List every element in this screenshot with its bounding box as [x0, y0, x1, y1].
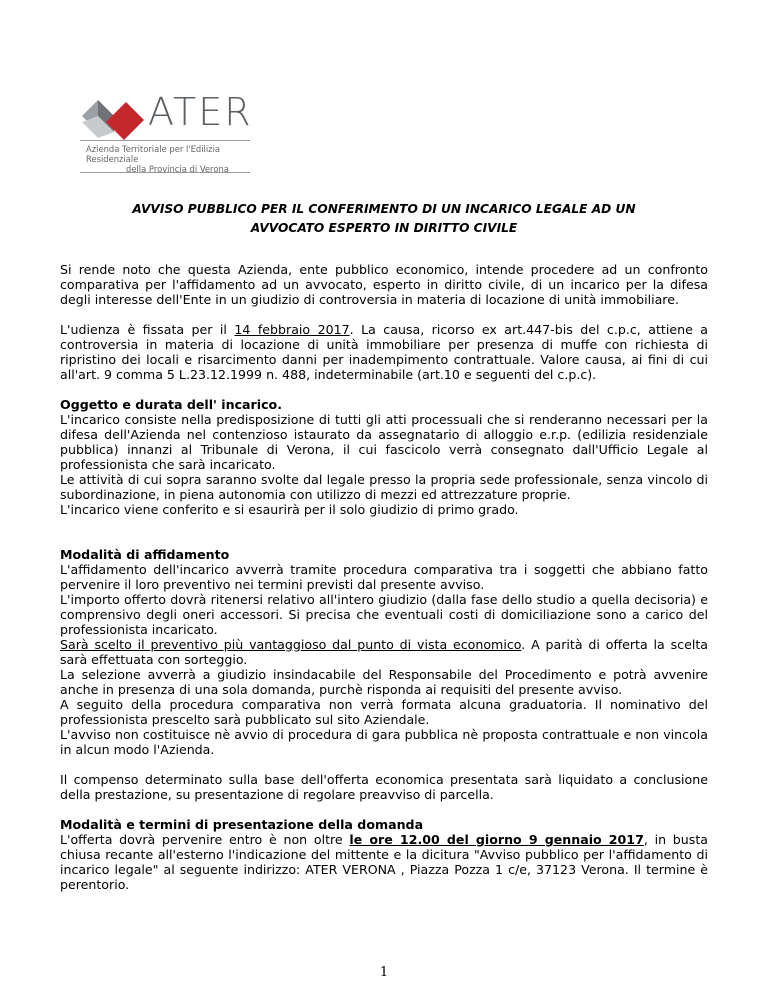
- section-text: . A parità di offerta la scelta sarà effettuata con sorteggio.: [60, 637, 708, 667]
- logo-subtitle-line2: della Provincia di Verona: [126, 164, 229, 174]
- section-text: A seguito della procedura comparativa non verrà formata alcuna graduatoria. Il nominativo del professionista prescelto sarà pubblicato sul sito Aziendale.: [60, 697, 708, 727]
- compenso-paragraph: Il compenso determinato sulla base dell'offerta economica presentata sarà liquidato a conclusione della prestazione, su presentazione di regolare preavviso di parcella.: [60, 772, 708, 802]
- section-text: L'offerta dovrà pervenire entro è non oltre: [60, 832, 350, 847]
- section-modalita-affidamento: [60, 547, 708, 757]
- section-text: L'avviso non costituisce nè avvio di procedura di gara pubblica nè proposta contrattuale e non vincola in alcun modo l'Azienda.: [60, 727, 708, 757]
- document-title: [60, 200, 708, 238]
- section-heading: Oggetto e durata dell' incarico.: [60, 397, 282, 412]
- section-text: L'importo offerto dovrà ritenersi relativo all'intero giudizio (dalla fase dello studio a quella decisoria) e comprensivo degli oneri accessori. Si precisa che eventuali costi di domiciliazione sono a carico del professionista incaricato.: [60, 592, 708, 637]
- section-termini: [60, 817, 708, 892]
- section-text: L'incarico consiste nella predisposizione di tutti gli atti processuali che si renderanno necessari per la difesa dell'Azienda nel contenzioso istaurato da assegnatario di alloggio e.r.p. (edilizia residenziale pubblica) innanzi al Tribunale di Verona, il cui fascicolo verrà consegnato dall'Ufficio Legale al professionista che sarà incaricato.: [60, 412, 708, 472]
- section-text-underlined: Sarà scelto il preventivo più vantaggioso dal punto di vista economico: [60, 637, 522, 652]
- title-line1: AVVISO PUBBLICO PER IL CONFERIMENTO DI UN INCARICO LEGALE AD UN: [132, 202, 636, 216]
- logo-divider-bottom: [80, 172, 250, 173]
- section-text: La selezione avverrà a giudizio insindacabile del Responsabile del Procedimento e potrà avvenire anche in presenza di una sola domanda, purchè risponda ai requisiti del presente avviso.: [60, 667, 708, 697]
- document-body: [60, 262, 708, 907]
- page-number: 1: [379, 965, 389, 980]
- logo-subtitle-line1: Azienda Territoriale per l'Edilizia Residenziale: [86, 144, 221, 164]
- section-text: , in busta chiusa recante all'esterno l'indicazione del mittente e la dicitura "Avviso pubblico per l'affidamento di incarico legale" al seguente indirizzo: ATER VERONA , Piazza Pozza 1 c/e, 37123 Verona. Il termine è perentorio.: [60, 832, 709, 892]
- hearing-paragraph: [60, 322, 708, 382]
- section-oggetto: [60, 397, 708, 517]
- logo-brand: ATER: [148, 90, 253, 134]
- hearing-text-b: . La causa, ricorso ex art.447-bis del c.p.c, attiene a controversia in materia di locazione di unità immobiliare per presenza di muffe con richiesta di ripristino dei locali e risarcimento danni per inadempimento contrattuale. Valore causa, ai fini di cui all'art. 9 comma 5 L.23.12.1999 n. 488, indeterminabile (art.10 e seguenti del c.p.c).: [60, 322, 708, 382]
- section-text: Le attività di cui sopra saranno svolte dal legale presso la propria sede professionale, senza vincolo di subordinazione, in piena autonomia con utilizzo di mezzi ed attrezzature proprie.: [60, 472, 708, 502]
- section-text: L'affidamento dell'incarico avverrà tramite procedura comparativa tra i soggetti che abbiano fatto pervenire il loro preventivo nei termini previsti dal presente avviso.: [60, 562, 708, 592]
- logo-divider: [80, 140, 250, 141]
- section-heading: Modalità e termini di presentazione della domanda: [60, 817, 424, 832]
- section-heading: Modalità di affidamento: [60, 547, 230, 562]
- ater-logo: [80, 92, 260, 182]
- hearing-date: 14 febbraio 2017: [234, 322, 350, 337]
- intro-paragraph: Si rende noto che questa Azienda, ente pubblico economico, intende procedere ad un confronto comparativa per l'affidamento ad un avvocato, esperto in diritto civile, di un incarico per la difesa degli interesse dell'Ente in un giudizio di controversia in materia di locazione di unità immobiliare.: [60, 262, 708, 307]
- ater-logo-mark-icon: [80, 92, 146, 142]
- section-text: L'incarico viene conferito e si esaurirà per il solo giudizio di primo grado.: [60, 502, 519, 517]
- hearing-text-a: L'udienza è fissata per il: [60, 322, 235, 337]
- title-line2: AVVOCATO ESPERTO IN DIRITTO CIVILE: [250, 221, 518, 235]
- logo-subtitle: [86, 144, 260, 174]
- deadline-text: le ore 12.00 del giorno 9 gennaio 2017: [349, 832, 644, 847]
